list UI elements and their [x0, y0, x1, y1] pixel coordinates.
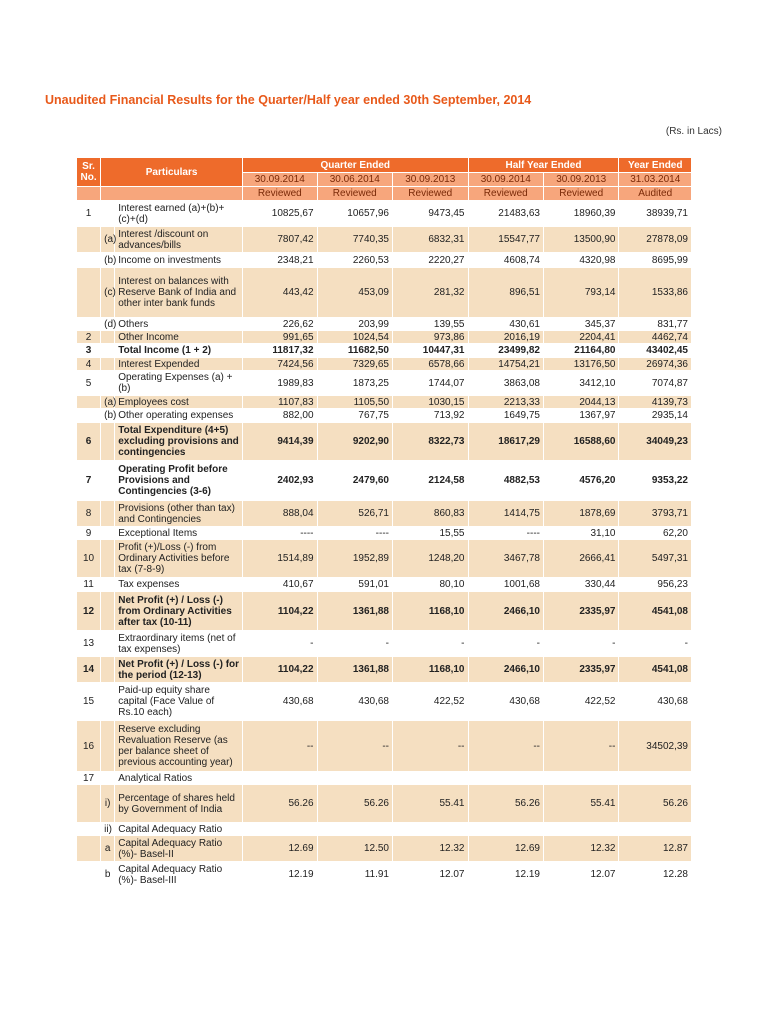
row-value: -: [317, 631, 392, 657]
row-value: 139,55: [393, 318, 469, 331]
row-value: 80,10: [393, 578, 469, 592]
row-particular: Interest earned (a)+(b)+(c)+(d): [115, 201, 243, 227]
row-value: [393, 823, 469, 836]
row-particular: Exceptional Items: [115, 527, 243, 540]
row-value: 1107,83: [243, 396, 317, 409]
row-sr-no: 14: [77, 657, 101, 683]
row-value: 10825,67: [243, 201, 317, 227]
unit-note: (Rs. in Lacs): [665, 126, 722, 137]
row-value: 4139,73: [619, 396, 692, 409]
table-row: [77, 201, 692, 227]
header-status: Reviewed: [243, 187, 317, 201]
row-value: --: [468, 721, 543, 772]
row-value: 410,67: [243, 578, 317, 592]
row-sr-no: [77, 836, 101, 862]
row-value: 4541,08: [619, 592, 692, 631]
row-sub-label: (c): [101, 268, 115, 318]
row-particular: Reserve excluding Revaluation Reserve (as per balance sheet of previous accounting year): [115, 721, 243, 772]
row-value: [393, 772, 469, 785]
row-value: 2935,14: [619, 409, 692, 423]
row-sub-label: ii): [101, 823, 115, 836]
row-value: 31,10: [543, 527, 618, 540]
row-value: 330,44: [543, 578, 618, 592]
row-sub-label: (d): [101, 318, 115, 331]
row-value: 9353,22: [619, 461, 692, 501]
row-sub-label: [101, 592, 115, 631]
row-value: 12.07: [543, 862, 618, 888]
row-sub-label: [101, 631, 115, 657]
row-value: 1168,10: [393, 657, 469, 683]
row-value: 831,77: [619, 318, 692, 331]
row-value: [619, 823, 692, 836]
row-value: 4882,53: [468, 461, 543, 501]
row-value: 6832,31: [393, 227, 469, 253]
row-sr-no: 9: [77, 527, 101, 540]
row-particular: Interest /discount on advances/bills: [115, 227, 243, 253]
row-sub-label: (b): [101, 409, 115, 423]
row-value: 793,14: [543, 268, 618, 318]
row-value: --: [317, 721, 392, 772]
row-particular: Income on investments: [115, 253, 243, 268]
row-value: 2335,97: [543, 592, 618, 631]
row-value: 34502,39: [619, 721, 692, 772]
row-value: 860,83: [393, 501, 469, 527]
row-sr-no: [77, 409, 101, 423]
row-value: 26974,36: [619, 358, 692, 371]
row-sr-no: [77, 227, 101, 253]
row-value: ----: [317, 527, 392, 540]
row-value: 3412,10: [543, 371, 618, 396]
table-row: [77, 227, 692, 253]
row-sub-label: [101, 527, 115, 540]
row-sr-no: 8: [77, 501, 101, 527]
row-value: 12.07: [393, 862, 469, 888]
row-value: [543, 823, 618, 836]
row-value: 767,75: [317, 409, 392, 423]
table-row: [77, 578, 692, 592]
header-status: Audited: [619, 187, 692, 201]
row-value: -: [393, 631, 469, 657]
row-sr-no: [77, 862, 101, 888]
row-sr-no: [77, 823, 101, 836]
row-value: 1649,75: [468, 409, 543, 423]
row-value: 12.32: [543, 836, 618, 862]
row-sr-no: [77, 785, 101, 823]
row-value: 1104,22: [243, 657, 317, 683]
row-value: 345,37: [543, 318, 618, 331]
header-date: 30.09.2013: [393, 173, 469, 187]
row-value: 13176,50: [543, 358, 618, 371]
row-value: 526,71: [317, 501, 392, 527]
row-value: 11.91: [317, 862, 392, 888]
row-sr-no: 10: [77, 540, 101, 578]
table-row: [77, 540, 692, 578]
row-value: 7424,56: [243, 358, 317, 371]
row-value: 12.69: [468, 836, 543, 862]
row-value: 3863,08: [468, 371, 543, 396]
row-value: 443,42: [243, 268, 317, 318]
row-sr-no: 5: [77, 371, 101, 396]
table-row: [77, 423, 692, 461]
row-sub-label: [101, 683, 115, 721]
row-value: --: [393, 721, 469, 772]
row-value: -: [243, 631, 317, 657]
row-value: 8322,73: [393, 423, 469, 461]
header-sr-no: Sr. No.: [77, 158, 101, 187]
row-value: 4576,20: [543, 461, 618, 501]
table-row: [77, 836, 692, 862]
row-value: 973,86: [393, 331, 469, 344]
table-row: [77, 823, 692, 836]
row-value: 12.50: [317, 836, 392, 862]
row-value: 430,68: [619, 683, 692, 721]
table-row: [77, 268, 692, 318]
row-value: 34049,23: [619, 423, 692, 461]
row-value: 2124,58: [393, 461, 469, 501]
row-value: 1514,89: [243, 540, 317, 578]
row-value: 56.26: [317, 785, 392, 823]
row-value: 38939,71: [619, 201, 692, 227]
header-half-year-ended: Half Year Ended: [468, 158, 619, 173]
row-value: 1361,88: [317, 592, 392, 631]
row-value: 2466,10: [468, 592, 543, 631]
row-value: 12.19: [468, 862, 543, 888]
row-sub-label: [101, 540, 115, 578]
row-value: 1030,15: [393, 396, 469, 409]
row-value: 1414,75: [468, 501, 543, 527]
row-value: 2213,33: [468, 396, 543, 409]
row-value: 7329,65: [317, 358, 392, 371]
row-value: 12.69: [243, 836, 317, 862]
row-value: 1248,20: [393, 540, 469, 578]
row-particular: Interest Expended: [115, 358, 243, 371]
row-value: 4541,08: [619, 657, 692, 683]
row-value: 1873,25: [317, 371, 392, 396]
row-value: 43402,45: [619, 344, 692, 358]
row-value: 18617,29: [468, 423, 543, 461]
row-particular: Capital Adequacy Ratio: [115, 823, 243, 836]
row-particular: Other operating expenses: [115, 409, 243, 423]
row-particular: Others: [115, 318, 243, 331]
row-value: 1367,97: [543, 409, 618, 423]
row-value: 9473,45: [393, 201, 469, 227]
row-particular: Percentage of shares held by Government of India: [115, 785, 243, 823]
row-value: [543, 772, 618, 785]
row-value: 9414,39: [243, 423, 317, 461]
row-value: 1168,10: [393, 592, 469, 631]
row-value: [468, 823, 543, 836]
row-value: 21483,63: [468, 201, 543, 227]
row-value: 1024,54: [317, 331, 392, 344]
row-value: 56.26: [619, 785, 692, 823]
row-value: 1001,68: [468, 578, 543, 592]
table-row: [77, 785, 692, 823]
row-value: -: [543, 631, 618, 657]
row-value: 3793,71: [619, 501, 692, 527]
row-sub-label: [101, 358, 115, 371]
row-value: 713,92: [393, 409, 469, 423]
row-value: 12.19: [243, 862, 317, 888]
row-value: 591,01: [317, 578, 392, 592]
row-value: 23499,82: [468, 344, 543, 358]
table-row: [77, 527, 692, 540]
row-sr-no: 11: [77, 578, 101, 592]
row-value: 1105,50: [317, 396, 392, 409]
row-sub-label: [101, 578, 115, 592]
row-value: 27878,09: [619, 227, 692, 253]
row-value: [468, 772, 543, 785]
row-value: [317, 772, 392, 785]
table-row: [77, 409, 692, 423]
row-value: 453,09: [317, 268, 392, 318]
header-year-ended: Year Ended: [619, 158, 692, 173]
row-particular: Net Profit (+) / Loss (-) from Ordinary Activities after tax (10-11): [115, 592, 243, 631]
row-value: 888,04: [243, 501, 317, 527]
row-value: ----: [243, 527, 317, 540]
row-value: 1878,69: [543, 501, 618, 527]
table-row: [77, 331, 692, 344]
row-sr-no: 13: [77, 631, 101, 657]
table-row: [77, 772, 692, 785]
row-value: 4462,74: [619, 331, 692, 344]
row-sr-no: 4: [77, 358, 101, 371]
row-value: 11682,50: [317, 344, 392, 358]
row-sub-label: i): [101, 785, 115, 823]
row-sub-label: [101, 423, 115, 461]
row-value: 4608,74: [468, 253, 543, 268]
row-value: 21164,80: [543, 344, 618, 358]
row-value: -: [619, 631, 692, 657]
table-row: [77, 721, 692, 772]
header-date: 30.09.2014: [243, 173, 317, 187]
header-date: 30.09.2013: [543, 173, 618, 187]
row-value: 2466,10: [468, 657, 543, 683]
row-value: 2348,21: [243, 253, 317, 268]
row-value: 10657,96: [317, 201, 392, 227]
row-value: 56.26: [243, 785, 317, 823]
row-particular: Paid-up equity share capital (Face Value of Rs.10 each): [115, 683, 243, 721]
table-row: [77, 358, 692, 371]
row-particular: Total Expenditure (4+5) excluding provisions and contingencies: [115, 423, 243, 461]
row-value: [243, 772, 317, 785]
row-value: 956,23: [619, 578, 692, 592]
row-sub-label: [101, 461, 115, 501]
row-sr-no: 2: [77, 331, 101, 344]
row-sr-no: 12: [77, 592, 101, 631]
row-value: 2335,97: [543, 657, 618, 683]
row-value: 1989,83: [243, 371, 317, 396]
row-value: -: [468, 631, 543, 657]
row-value: 2220,27: [393, 253, 469, 268]
header-blank: [77, 187, 101, 201]
row-value: 6578,66: [393, 358, 469, 371]
table-row: [77, 862, 692, 888]
row-particular: Interest on balances with Reserve Bank of India and other inter bank funds: [115, 268, 243, 318]
row-value: 12.32: [393, 836, 469, 862]
row-sub-label: [101, 657, 115, 683]
row-value: 3467,78: [468, 540, 543, 578]
row-sr-no: 16: [77, 721, 101, 772]
row-value: 2479,60: [317, 461, 392, 501]
page-title: Unaudited Financial Results for the Quarter/Half year ended 30th September, 2014: [45, 93, 532, 107]
row-particular: Net Profit (+) / Loss (-) for the period (12-13): [115, 657, 243, 683]
row-particular: Capital Adequacy Ratio (%)- Basel-III: [115, 862, 243, 888]
row-value: 7807,42: [243, 227, 317, 253]
header-status: Reviewed: [543, 187, 618, 201]
row-value: 55.41: [543, 785, 618, 823]
row-value: 13500,90: [543, 227, 618, 253]
row-value: 56.26: [468, 785, 543, 823]
row-value: 991,65: [243, 331, 317, 344]
row-value: 226,62: [243, 318, 317, 331]
header-blank: [101, 187, 243, 201]
row-value: 18960,39: [543, 201, 618, 227]
row-particular: Profit (+)/Loss (-) from Ordinary Activities before tax (7-8-9): [115, 540, 243, 578]
row-sub-label: [101, 331, 115, 344]
row-value: 15547,77: [468, 227, 543, 253]
row-value: 422,52: [543, 683, 618, 721]
table-row: [77, 396, 692, 409]
header-status: Reviewed: [468, 187, 543, 201]
row-sr-no: 7: [77, 461, 101, 501]
row-particular: Tax expenses: [115, 578, 243, 592]
row-value: 5497,31: [619, 540, 692, 578]
table-body: [77, 201, 692, 888]
row-value: 4320,98: [543, 253, 618, 268]
table-row: [77, 592, 692, 631]
row-particular: Total Income (1 + 2): [115, 344, 243, 358]
row-value: 12.87: [619, 836, 692, 862]
row-value: 14754,21: [468, 358, 543, 371]
row-particular: Analytical Ratios: [115, 772, 243, 785]
row-value: 2044,13: [543, 396, 618, 409]
row-value: 2666,41: [543, 540, 618, 578]
row-value: [317, 823, 392, 836]
row-particular: Operating Expenses (a) + (b): [115, 371, 243, 396]
table-row: [77, 501, 692, 527]
table-row: [77, 461, 692, 501]
row-value: --: [243, 721, 317, 772]
row-value: 281,32: [393, 268, 469, 318]
row-sr-no: [77, 396, 101, 409]
header-date: 30.06.2014: [317, 173, 392, 187]
row-particular: Provisions (other than tax) and Contingencies: [115, 501, 243, 527]
row-value: 11817,32: [243, 344, 317, 358]
row-value: 8695,99: [619, 253, 692, 268]
row-particular: Extraordinary items (net of tax expenses): [115, 631, 243, 657]
row-value: 430,68: [317, 683, 392, 721]
row-sub-label: [101, 201, 115, 227]
row-sub-label: a: [101, 836, 115, 862]
row-sub-label: [101, 344, 115, 358]
row-sr-no: [77, 268, 101, 318]
table-row: [77, 371, 692, 396]
row-value: 1744,07: [393, 371, 469, 396]
row-particular: Employees cost: [115, 396, 243, 409]
header-date: 31.03.2014: [619, 173, 692, 187]
row-value: ----: [468, 527, 543, 540]
table-row: [77, 683, 692, 721]
row-sub-label: (b): [101, 253, 115, 268]
row-value: 1952,89: [317, 540, 392, 578]
row-value: 7740,35: [317, 227, 392, 253]
row-value: [619, 772, 692, 785]
row-sub-label: [101, 501, 115, 527]
row-sub-label: [101, 772, 115, 785]
row-value: 430,68: [468, 683, 543, 721]
header-quarter-ended: Quarter Ended: [243, 158, 468, 173]
row-value: 55.41: [393, 785, 469, 823]
financial-results-table: [76, 157, 692, 888]
row-value: 7074,87: [619, 371, 692, 396]
header-particulars: Particulars: [101, 158, 243, 187]
row-value: 2260,53: [317, 253, 392, 268]
row-value: 1104,22: [243, 592, 317, 631]
row-value: 15,55: [393, 527, 469, 540]
row-sr-no: 15: [77, 683, 101, 721]
row-value: 430,68: [243, 683, 317, 721]
row-value: 882,00: [243, 409, 317, 423]
row-value: [243, 823, 317, 836]
row-value: 62,20: [619, 527, 692, 540]
header-status: Reviewed: [393, 187, 469, 201]
row-value: 10447,31: [393, 344, 469, 358]
row-value: 16588,60: [543, 423, 618, 461]
row-value: 896,51: [468, 268, 543, 318]
row-sr-no: [77, 318, 101, 331]
row-value: 1361,88: [317, 657, 392, 683]
row-sr-no: 17: [77, 772, 101, 785]
row-particular: Capital Adequacy Ratio (%)- Basel-II: [115, 836, 243, 862]
row-sub-label: b: [101, 862, 115, 888]
header-date: 30.09.2014: [468, 173, 543, 187]
row-sr-no: 3: [77, 344, 101, 358]
table-row: [77, 631, 692, 657]
table-row: [77, 657, 692, 683]
row-sr-no: 1: [77, 201, 101, 227]
header-status: Reviewed: [317, 187, 392, 201]
table-row: [77, 344, 692, 358]
row-sub-label: (a): [101, 227, 115, 253]
row-value: 9202,90: [317, 423, 392, 461]
row-sr-no: 6: [77, 423, 101, 461]
table-row: [77, 253, 692, 268]
row-value: --: [543, 721, 618, 772]
row-value: 2402,93: [243, 461, 317, 501]
row-particular: Other Income: [115, 331, 243, 344]
row-sub-label: [101, 721, 115, 772]
row-sr-no: [77, 253, 101, 268]
table-row: [77, 318, 692, 331]
row-value: 12.28: [619, 862, 692, 888]
row-value: 203,99: [317, 318, 392, 331]
row-value: 422,52: [393, 683, 469, 721]
row-value: 2204,41: [543, 331, 618, 344]
row-sub-label: (a): [101, 396, 115, 409]
row-value: 1533,86: [619, 268, 692, 318]
row-sub-label: [101, 371, 115, 396]
row-particular: Operating Profit before Provisions and Contingencies (3-6): [115, 461, 243, 501]
row-value: 430,61: [468, 318, 543, 331]
row-value: 2016,19: [468, 331, 543, 344]
